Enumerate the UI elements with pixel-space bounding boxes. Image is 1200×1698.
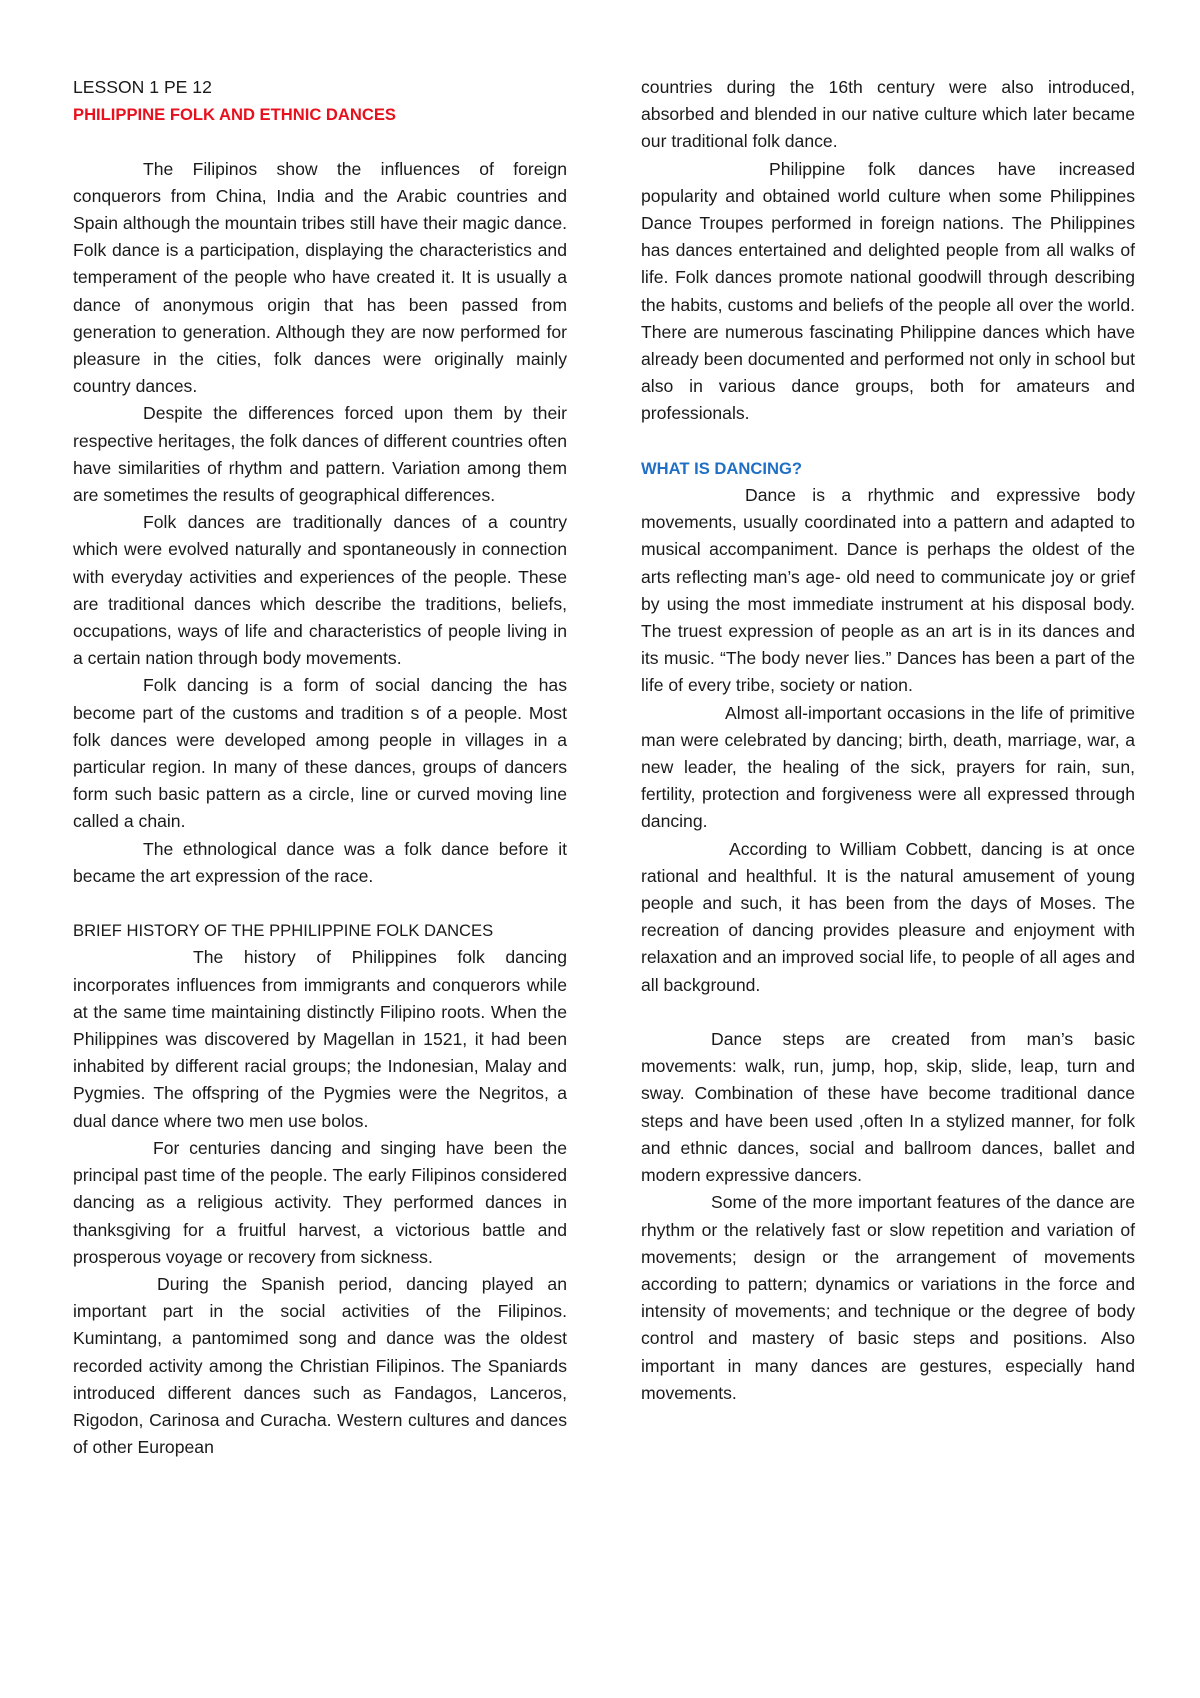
intro-paragraph-4: Folk dancing is a form of social dancing the has become part of the customs and tradition s of a people. Most folk dances were developed among people in villages in a particular region. In many of these dances, groups of dancers form such basic pattern as a circle, line or curved moving line called a chain. — [73, 675, 567, 832]
spacer — [73, 890, 567, 917]
history-paragraph-2: For centuries dancing and singing have been the principal past time of the people. The early Filipinos considered dancing as a religious activity. They performed dances in thanksgiving for a fruitful harvest, a victorious battle and prosperous voyage or recovery from sickness. — [73, 1137, 567, 1267]
dancing-paragraph-3: According to William Cobbett, dancing is at once rational and healthful. It is the natural amusement of young people and such, it has been from the days of Moses. The recreation of dancing provides pleasure and enjoyment with relaxation and an improved social life, to people of all ages and all background. — [641, 838, 1135, 995]
right-column — [641, 74, 1135, 1407]
page-title: PHILIPPINE FOLK AND ETHNIC DANCES — [73, 105, 396, 125]
left-column — [73, 74, 567, 1461]
intro-paragraph-2: Despite the differences forced upon them by their respective heritages, the folk dances of different countries often have similarities of rhythm and pattern. Variation among them are sometimes the results of geographical differences. — [73, 403, 567, 506]
history-heading: BRIEF HISTORY OF THE PPHILIPPINE FOLK DANCES — [73, 921, 494, 941]
dancing-heading: WHAT IS DANCING? — [641, 458, 803, 478]
spacer — [73, 128, 567, 155]
steps-paragraph-2: Some of the more important features of the dance are rhythm or the relatively fast or slow repetition and variation of movements; design or the arrangement of movements according to pattern; dynamics or variations in the force and intensity of movements; and technique or the degree of body control and mastery of basic steps and positions. Also important in many dances are gestures, especially hand movements. — [641, 1192, 1135, 1403]
continuation-paragraph: countries during the 16th century were also introduced, absorbed and blended in our native culture which later became our traditional folk dance. — [641, 77, 1135, 152]
popularity-paragraph: Philippine folk dances have increased popularity and obtained world culture when some Philippines Dance Troupes performed in foreign nations. The Philippines has dances entertained and delighted people from all walks of life. Folk dances promote national goodwill through describing the habits, customs and beliefs of the people all over the world. There are numerous fascinating Philippine dances which have already been documented and performed not only in school but also in various dance groups, both for amateurs and professionals. — [641, 158, 1135, 424]
lesson-label: LESSON 1 PE 12 — [73, 77, 212, 97]
intro-paragraph-3: Folk dances are traditionally dances of a country which were evolved naturally and spontaneously in connection with everyday activities and experiences of the people. These are traditional dances which describe the traditions, beliefs, occupations, ways of life and characteristics of people living in a certain nation through body movements. — [73, 512, 567, 669]
intro-paragraph-1: The Filipinos show the influences of foreign conquerors from China, India and the Arabic countries and Spain although the mountain tribes still have their magic dance. Folk dance is a participation, displaying the characteristics and temperament of the people who have created it. It is usually a dance of anonymous origin that has been passed from generation to generation. Although they are now performed for pleasure in the cities, folk dances were originally mainly country dances. — [73, 158, 567, 397]
dancing-paragraph-2: Almost all-important occasions in the life of primitive man were celebrated by dancing; birth, death, marriage, war, a new leader, the healing of the sick, prayers for rain, sun, fertility, protection and forgiveness were all expressed through dancing. — [641, 702, 1135, 832]
history-paragraph-1: The history of Philippines folk dancing incorporates influences from immigrants and conquerors while at the same time maintaining distinctly Filipino roots. When the Philippines was discovered by Magellan in 1521, it had been inhabited by different racial groups; the Indonesian, Malay and Pygmies. The offspring of the Pygmies were the Negritos, a dual dance where two men use bolos. — [73, 947, 567, 1131]
spacer — [641, 428, 1135, 455]
dancing-paragraph-1: Dance is a rhythmic and expressive body movements, usually coordinated into a pattern and adapted to musical accompaniment. Dance is perhaps the oldest of the arts reflecting man’s age- old need to communicate joy or grief by using the most immediate instrument at his disposal body. The truest expression of people as an art is in its dances and its music. “The body never lies.” Dances has been a part of the life of every tribe, society or nation. — [641, 485, 1135, 696]
spacer — [641, 999, 1135, 1026]
intro-paragraph-5: The ethnological dance was a folk dance before it became the art expression of the race. — [73, 838, 567, 886]
history-paragraph-3: During the Spanish period, dancing played an important part in the social activities of the Filipinos. Kumintang, a pantomimed song and dance was the oldest recorded activity among the Christian Filipinos. The Spaniards introduced different dances such as Fandagos, Lanceros, Rigodon, Carinosa and Curacha. Western cultures and dances of other European — [73, 1273, 567, 1458]
steps-paragraph-1: Dance steps are created from man’s basic movements: walk, run, jump, hop, skip, slide, leap, turn and sway. Combination of these have become traditional dance steps and have been used ,often In a stylized manner, for folk and ethnic dances, social and ballroom dances, ballet and modern expressive dancers. — [641, 1029, 1135, 1186]
